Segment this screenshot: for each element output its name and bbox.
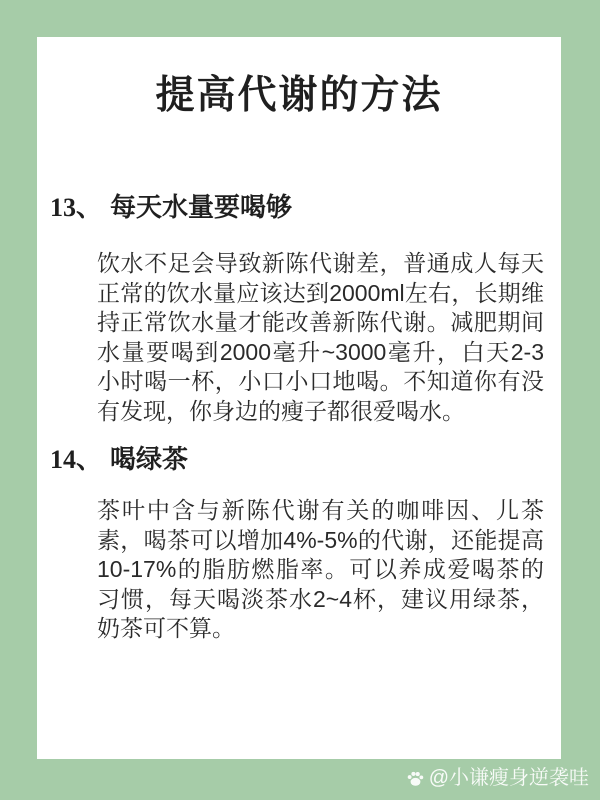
section-14-number: 14、 <box>50 445 103 474</box>
watermark-text: @小谦瘦身逆袭哇 <box>428 767 589 789</box>
page-title: 提高代谢的方法 <box>155 74 443 117</box>
content-card <box>37 37 561 759</box>
section-13-body: 饮水不足会导致新陈代谢差，普通成人每天正常的饮水量应该达到2000ml左右，长期维持正常饮水量才能改善新陈代谢。减肥期间水量要喝到2000毫升~3000毫升，白天2-3小时喝一杯，小口小口地喝。不知道你有没有发现，你身边的瘦子都很爱喝水。 <box>97 250 544 424</box>
watermark <box>406 766 589 790</box>
section-14-heading <box>50 444 188 476</box>
section-13-heading <box>50 192 292 224</box>
section-13-number: 13、 <box>50 193 103 222</box>
paw-icon <box>406 769 425 788</box>
section-14-heading-text: 喝绿茶 <box>110 445 189 474</box>
section-14-body: 茶叶中含与新陈代谢有关的咖啡因、儿茶素，喝茶可以增加4%-5%的代谢，还能提高10-17%的脂肪燃脂率。可以养成爱喝茶的习惯，每天喝淡茶水2~4杯，建议用绿茶，奶茶可不算。 <box>97 497 544 641</box>
section-13-heading-text: 每天水量要喝够 <box>110 193 293 222</box>
